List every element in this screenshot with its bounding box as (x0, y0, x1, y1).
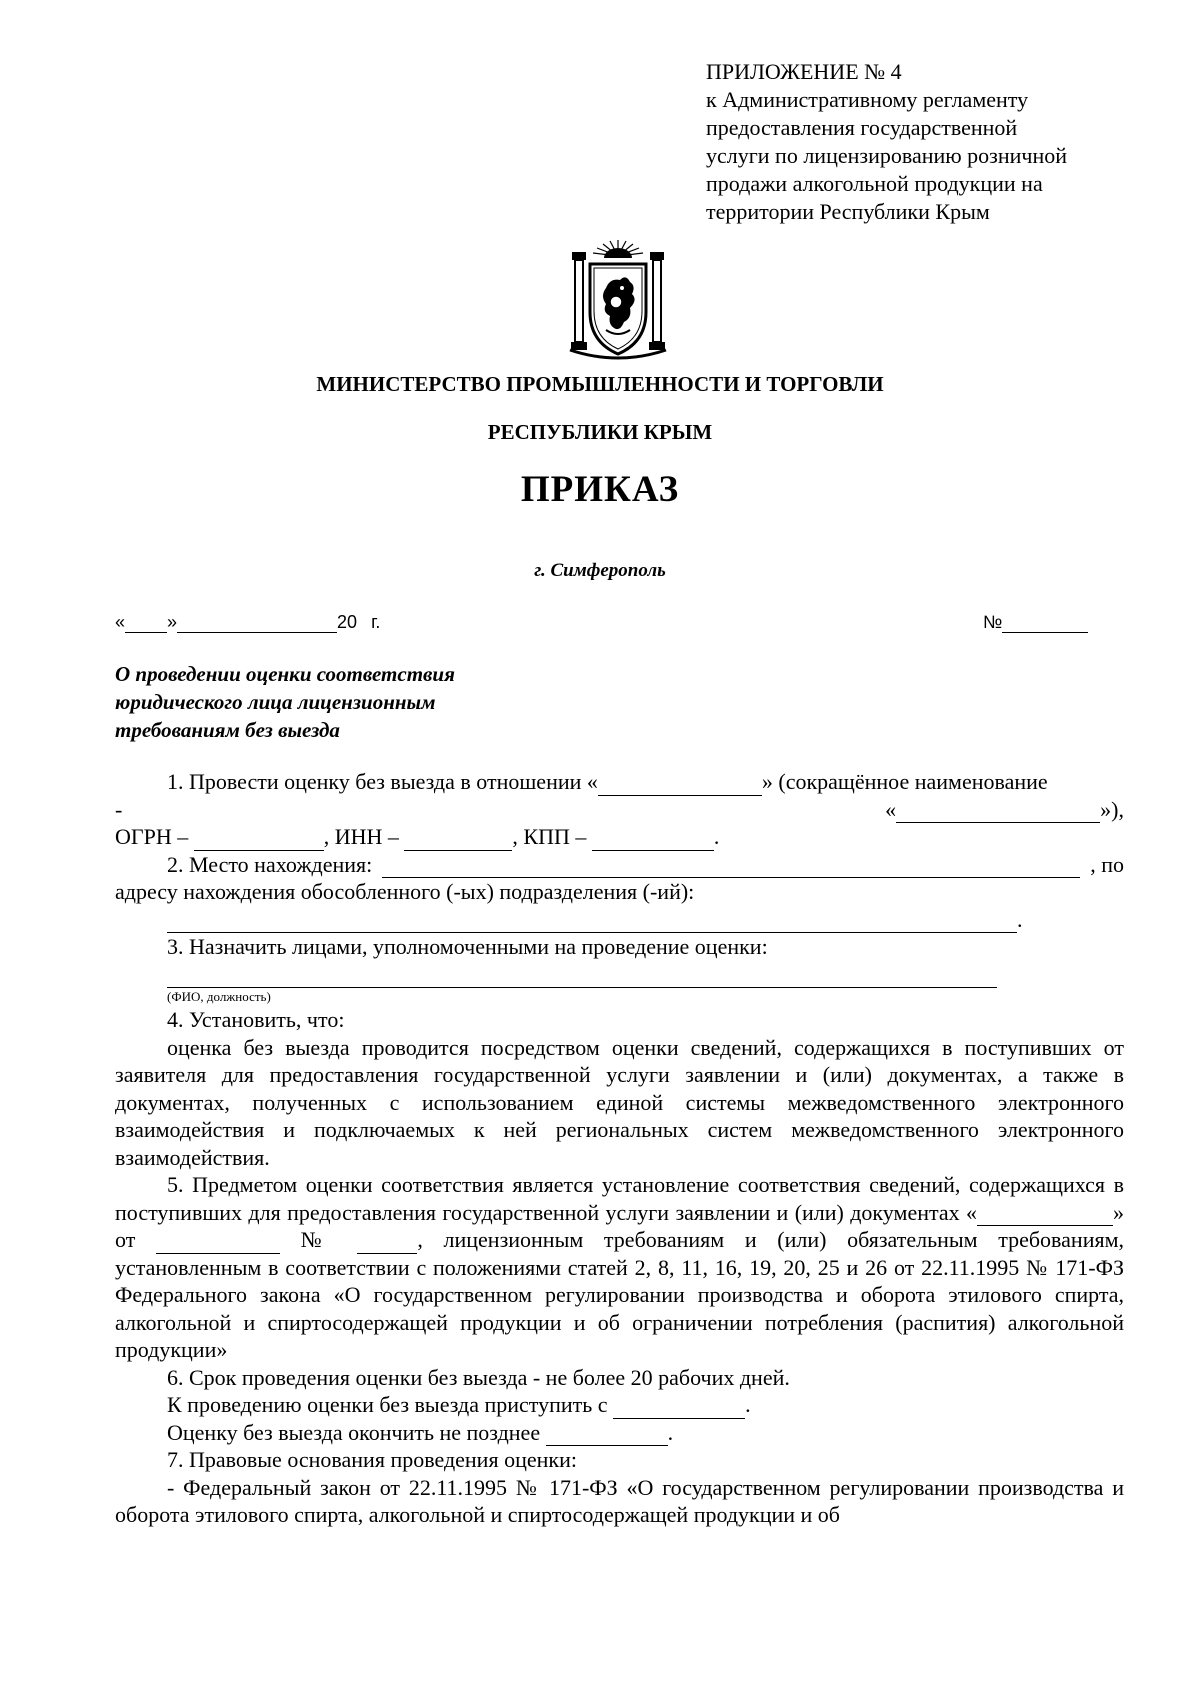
inspectors-field[interactable] (167, 967, 997, 988)
order-number-label: № (983, 612, 1003, 632)
documents-name-field[interactable] (977, 1205, 1113, 1226)
inn-label: , ИНН – (323, 824, 399, 849)
appendix-line: территории Республики Крым (706, 199, 990, 224)
city-label: г. Симферополь (534, 560, 666, 581)
p1-text-a: 1. Провести оценку без выезда в отношении « (167, 769, 598, 794)
date-close-quote: » (167, 612, 178, 632)
p2-end: . (1017, 906, 1023, 932)
paragraph-3-fill (115, 961, 1124, 989)
subject-line: О проведении оценки соответствия (115, 662, 455, 686)
subject-line: требованиям без выезда (115, 718, 340, 742)
paragraph-2-line3 (115, 906, 1124, 934)
paragraph-6-end (115, 1419, 1124, 1447)
appendix-line: продажи алкогольной продукции на (706, 171, 1043, 196)
paragraph-2-line1 (115, 851, 1124, 879)
p5-text-d: , лицензионным требованиям и (или) обязательным требованиям, установленным в соответствии с положениями статей 2, 8, 11, 16, 19, 20, 25 и 26 от 22.11.1995 № 171-ФЗ Федерального закона «О государственном регулировании производства и оборота этилового спирта, алкогольной и спиртосодержащей продукции и об ограничении потребления (распития) алкогольной продукции» (115, 1227, 1125, 1362)
ministry-name-line1: МИНИСТЕРСТВО ПРОМЫШЛЕННОСТИ И ТОРГОВЛИ (316, 372, 884, 396)
appendix-line: к Административному регламенту (706, 87, 1029, 112)
p5-text-c: № (300, 1227, 337, 1252)
order-subject (115, 660, 575, 744)
appendix-line: предоставления государственной (706, 115, 1018, 140)
org-full-name-field[interactable] (598, 775, 762, 796)
paragraph-5 (115, 1171, 1124, 1364)
p1-dash: - (115, 796, 123, 822)
org-short-name-field[interactable] (896, 802, 1100, 823)
paragraph-1-line3 (115, 823, 1124, 851)
paragraph-4-title: 4. Установить, что: (167, 1007, 345, 1032)
documents-number-field[interactable] (357, 1233, 417, 1254)
order-number-field[interactable] (1002, 612, 1088, 633)
p1-end: . (713, 824, 720, 849)
p1-text-b: » (сокращённое наименование (761, 769, 1048, 794)
p1-quote-open: « (885, 796, 897, 822)
documents-date-field[interactable] (156, 1233, 280, 1254)
appendix-block (706, 58, 1146, 226)
kpp-field[interactable] (592, 830, 714, 851)
date-number-line (115, 612, 1095, 640)
branch-address-field[interactable] (167, 912, 1017, 933)
date-day-field[interactable] (125, 612, 167, 633)
kpp-label: , КПП – (512, 824, 587, 849)
order-body (115, 768, 1124, 1529)
end-date-field[interactable] (546, 1425, 668, 1446)
date-open-quote: « (115, 612, 126, 632)
ogrn-field[interactable] (194, 830, 324, 851)
paragraph-2-line2: адресу нахождения обособленного (-ых) подразделения (-ий): (115, 879, 695, 904)
location-field[interactable] (382, 857, 1080, 878)
p1-quote-close: »), (1100, 796, 1124, 822)
fio-note: (ФИО, должность) (167, 989, 271, 1004)
ogrn-label: ОГРН – (115, 824, 189, 849)
paragraph-7-law: - Федеральный закон от 22.11.1995 № 171-ФЗ «О государственном регулировании производства и оборота этилового спирта, алкогольной и спиртосодержащей продукции и об (115, 1474, 1124, 1527)
crimea-coat-of-arms-emblem (566, 238, 670, 362)
document-title: ПРИКАЗ (520, 469, 680, 510)
paragraph-1-line2 (115, 796, 1124, 824)
paragraph-6-start (115, 1391, 1124, 1419)
paragraph-7: 7. Правовые основания проведения оценки: (167, 1447, 577, 1472)
date-year-prefix: 20 (337, 612, 358, 632)
inn-field[interactable] (404, 830, 512, 851)
p2-text-b: , по (1090, 851, 1124, 877)
paragraph-4-text: оценка без выезда проводится посредством оценки сведений, содержащихся в поступивших от заявителя для предоставления государственной услуги заявлении и (или) документах, а также в документах, полученных с использованием единой системы межведомственного электронного взаимодействия и подключаемых к ней региональных систем межведомственного электронного взаимодействия. (115, 1034, 1124, 1170)
subject-line: юридического лица лицензионным (115, 690, 436, 714)
appendix-line: ПРИЛОЖЕНИЕ № 4 (706, 59, 902, 84)
paragraph-3: 3. Назначить лицами, уполномоченными на проведение оценки: (167, 934, 768, 959)
end-dot: . (667, 1419, 674, 1445)
paragraph-1-line1 (115, 768, 1124, 796)
ministry-name-line2: РЕСПУБЛИКИ КРЫМ (487, 420, 713, 444)
date-year-suffix: г. (371, 612, 381, 632)
p2-text-a: 2. Место нахождения: (167, 851, 373, 877)
appendix-line: услуги по лицензированию розничной (706, 143, 1068, 168)
p5-text-b: » от (115, 1199, 1124, 1252)
date-month-field[interactable] (177, 612, 337, 633)
p5-text-a: 5. Предметом оценки соответствия является установление соответствия сведений, содержащихся в поступивших для предоставления государственной услуги заявлении и (или) документах « (115, 1172, 1124, 1225)
paragraph-6: 6. Срок проведения оценки без выезда - не более 20 рабочих дней. (167, 1364, 790, 1390)
start-date-field[interactable] (613, 1398, 745, 1419)
start-dot: . (745, 1392, 751, 1417)
start-label: К проведению оценки без выезда приступить с (167, 1392, 608, 1417)
end-label: Оценку без выезда окончить не позднее (167, 1419, 541, 1445)
